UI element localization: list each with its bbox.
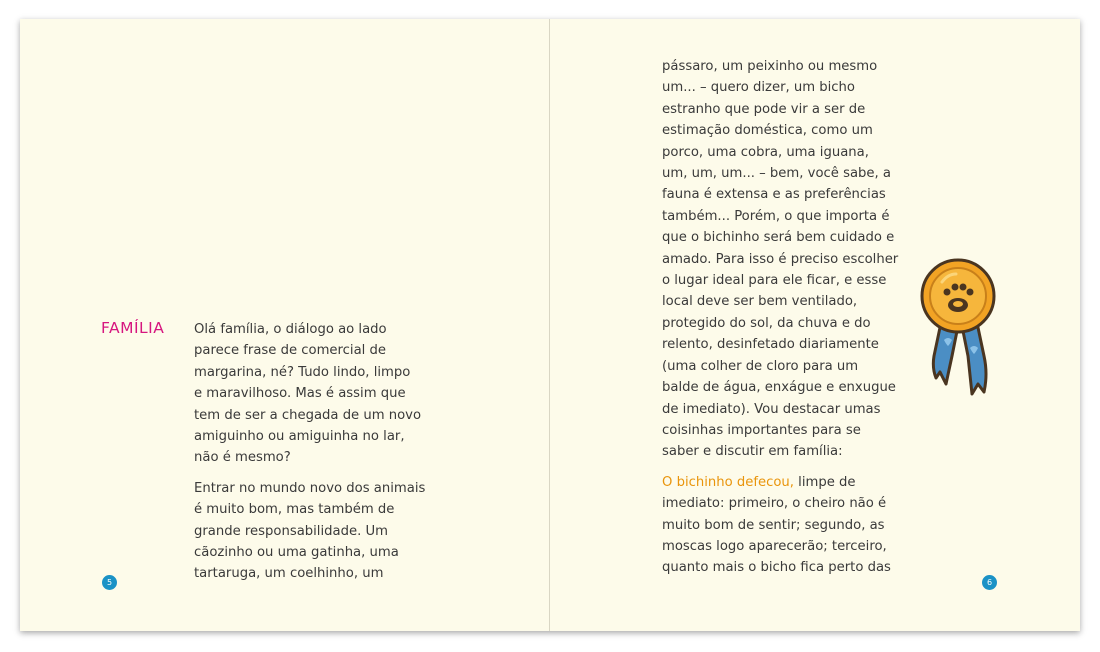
- text-line: também... Porém, o que importa é: [662, 208, 890, 224]
- text-line: estimação doméstica, como um: [662, 123, 873, 139]
- paragraph: [662, 56, 898, 463]
- medal-paw-icon: [918, 256, 1002, 416]
- text-line: margarina, né? Tudo lindo, limpo: [194, 364, 411, 380]
- text-line: um... – quero dizer, um bicho: [662, 80, 855, 96]
- text-line: porco, uma cobra, uma iguana,: [662, 144, 869, 160]
- right-page-text: [662, 56, 898, 588]
- text-line: muito bom de sentir; segundo, as: [662, 517, 885, 533]
- page-number-right: 6: [982, 575, 997, 590]
- text-line: relento, desinfetado diariamente: [662, 337, 879, 353]
- text-line: amado. Para isso é preciso escolher: [662, 251, 899, 267]
- text-fragment: limpe de: [793, 474, 856, 490]
- text-line: parece frase de comercial de: [194, 343, 386, 359]
- text-line: local deve ser bem ventilado,: [662, 294, 858, 310]
- text-line: de imediato). Vou destacar umas: [662, 401, 881, 417]
- text-line: cãozinho ou uma gatinha, uma: [194, 545, 399, 561]
- text-line: tem de ser a chegada de um novo: [194, 407, 422, 423]
- text-line: moscas logo aparecerão; terceiro,: [662, 538, 887, 554]
- text-line: que o bichinho será bem cuidado e: [662, 230, 895, 246]
- text-line: o lugar ideal para ele ficar, e esse: [662, 273, 887, 289]
- text-line: amiguinho ou amiguinha no lar,: [194, 429, 405, 445]
- text-line: estranho que pode vir a ser de: [662, 101, 866, 117]
- text-line: (uma colher de cloro para um: [662, 358, 859, 374]
- text-line: Olá família, o diálogo ao lado: [194, 322, 387, 337]
- paragraph: [194, 478, 425, 585]
- text-line: quanto mais o bicho fica perto das: [662, 560, 891, 576]
- left-page-text: [194, 319, 425, 594]
- page-fold: [549, 19, 550, 631]
- text-line: coisinhas importantes para se: [662, 422, 861, 438]
- text-line: não é mesmo?: [194, 450, 291, 466]
- text-line: fauna é extensa e as preferências: [662, 187, 886, 203]
- page-number-left: 5: [102, 575, 117, 590]
- text-line: pássaro, um peixinho ou mesmo: [662, 59, 878, 74]
- book-spread: [20, 19, 1080, 631]
- text-line: um, um, um... – bem, você sabe, a: [662, 166, 891, 182]
- text-line: balde de água, enxágue e enxugue: [662, 380, 896, 396]
- text-line: [662, 472, 898, 493]
- text-line: protegido do sol, da chuva e do: [662, 315, 871, 331]
- text-line: imediato: primeiro, o cheiro não é: [662, 496, 887, 512]
- paragraph: [194, 319, 425, 469]
- section-heading: FAMÍLIA: [101, 319, 165, 337]
- text-line: Entrar no mundo novo dos animais: [194, 480, 426, 496]
- text-line: grande responsabilidade. Um: [194, 523, 388, 539]
- text-line: é muito bom, mas também de: [194, 502, 395, 518]
- text-line: e maravilhoso. Mas é assim que: [194, 386, 406, 402]
- paragraph: [662, 472, 898, 579]
- text-line: tartaruga, um coelhinho, um: [194, 566, 384, 582]
- text-line: saber e discutir em família:: [662, 444, 843, 460]
- highlight-text: O bichinho defecou,: [662, 474, 794, 490]
